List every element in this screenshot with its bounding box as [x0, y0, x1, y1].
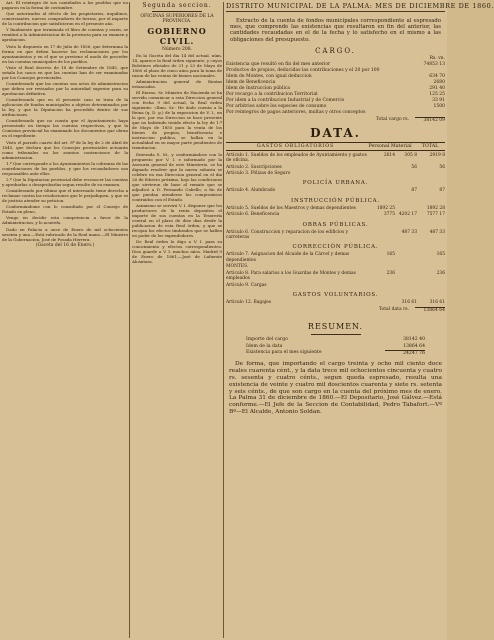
- paragraph: Art. El reintegro de sus cantidades a los pueblos que no pagaron en la forma de costumbre.: [2, 0, 128, 10]
- article-material: 4202 17: [398, 212, 417, 218]
- article-total: [417, 171, 445, 176]
- cargo-row-label: Por arbitrios sobre los especies de consumo: [226, 103, 327, 109]
- article-personal: [373, 230, 395, 241]
- cargo-total-value: 38142 09: [415, 117, 445, 124]
- article-total: 236: [436, 270, 445, 276]
- resumen-total-value: 24247 76: [385, 350, 425, 357]
- column-divider: [129, 2, 130, 638]
- intro-paragraph: Extracto de la cuenta de fondos municipales correspondiente al espresado mes, que comprende las existencias que resultaron en fin del anterior, las cantidades recaudadas en el de la fecha y lo satisfecho en el mismo a las obligaciones del presupuesto.: [230, 18, 441, 43]
- cargo-row-label: Productos de propios, deducidas las contribuciones y el 20 por 100: [226, 67, 380, 73]
- cargo-title: CARGO.: [315, 46, 356, 55]
- data-article-row: [226, 188, 445, 193]
- cargo-row-label: Idem de Instruccion pública: [226, 85, 291, 91]
- divider: [152, 11, 202, 12]
- column-divider: [223, 2, 224, 638]
- article-total: 87: [439, 188, 445, 194]
- article-label: Artículo 8. Para salarios a los Guardas de Montes y demas empleados: [226, 270, 356, 282]
- article-material: 487 33: [401, 229, 417, 235]
- column-left: [2, 0, 128, 640]
- column-middle: [132, 0, 222, 640]
- cargo-row-label: Por recargo a la contribucion Territorial: [226, 91, 318, 97]
- article-total: 7577 17: [426, 212, 445, 218]
- paragraph: Administracion general de Rentas estancadas.: [132, 79, 222, 90]
- data-total-value: 13864 64: [415, 307, 445, 314]
- paragraph: Dado en Palacio a once de Enero de mil ochocientos sesenta y uno.—Está rubricado de la Real mano.—El Ministro de la Gobernacion, José de Posada Herrera.: [2, 226, 128, 242]
- data-header-total: TOTAL: [421, 143, 439, 149]
- section-heading: Segunda seccion.: [142, 2, 212, 9]
- article-material: [395, 264, 417, 269]
- article-material: 87: [411, 188, 417, 194]
- data-section-title: CORRECCIÓN PÚBLICA.: [292, 244, 379, 251]
- paragraph: Que autorizados al efecto de los propietarios, inquilinos, comerciantes, nuevos compradores de tierras, por el importe de la contribucion que satisficieron en el presente año.: [2, 11, 128, 27]
- paragraph: Conformándome con lo consultado por el Consejo de Estado en pleno,: [2, 204, 128, 215]
- data-article-row: [226, 206, 445, 211]
- cargo-row-label: Existencia que resultó en fin del mes anterior: [226, 61, 331, 67]
- resumen-total-label: Existencia para el mes siguiente: [246, 349, 322, 355]
- article-label: Artículo 2. Suscripciones: [226, 164, 282, 170]
- data-article-row: [226, 252, 445, 263]
- data-article-row: [226, 264, 445, 269]
- article-material: 56: [411, 164, 417, 170]
- resumen-total-row: [246, 350, 425, 357]
- article-total: 56: [439, 164, 445, 170]
- masthead: DISTRITO MUNICIPAL DE LA PALMA: MES DE DICIEMBRE DE 1860.: [226, 2, 494, 10]
- article-label: Artículo 1. Sueldos de los empleados de Ayuntamiento y gastos de oficina.: [226, 152, 367, 164]
- article-label: Artículo 6. Construccion y reparacion de los edificios y carreteras: [226, 229, 349, 241]
- data-article-row: [226, 153, 445, 164]
- article-label: Artículo 3. Pólizas de Seguro: [226, 171, 291, 177]
- cargo-row-value: 74853 13: [423, 61, 445, 67]
- resumen-row-value: 38142 40: [403, 337, 425, 343]
- article-label: MONTES.: [226, 264, 249, 270]
- article-material: 305 8: [404, 152, 417, 158]
- paragraph: El Excmo. Sr. Ministro de Hacienda se ha servido comunicar a esta Direccion general con fecha 9 del actual, la Real órden siguiente: «Ilmo. Sr.: He dado cuenta a la Reina (q. D. g.) de la exposicion de V. I., en la que, por esa Direccion se hace presente que no habiendo tenido efecto la ley de 1.º de Mayo de 1855 para la venta de los bienes de propios, beneficencia e instruccion publica, se hallan en la actualidad en su mayor parte pendientes de tramitacion.: [132, 90, 222, 151]
- cargo-row-value: 291 40: [429, 85, 445, 91]
- data-section-title: POLICÍA URBANA.: [302, 180, 369, 187]
- data-article-row: [226, 283, 445, 288]
- article-total: [417, 283, 445, 288]
- article-label: Artículo 12. Bagajes: [226, 299, 272, 305]
- article-total: 2919 8: [429, 152, 445, 158]
- cargo-table: [226, 62, 445, 116]
- divider: [311, 334, 361, 335]
- cargo-row-value: 125 25: [429, 91, 445, 97]
- data-article-row: [226, 171, 445, 176]
- cargo-row-value: 33 91: [432, 97, 445, 103]
- cargo-row-label: Por reintegros de pagos anteriores, multas y otros conceptos: [226, 109, 366, 115]
- article-material: 316 61: [401, 299, 417, 305]
- closing-paragraph: De forma, que importando el cargo treinta y ocho mil ciento doce reales cuarenta cént., y la data trece mil ochocientos cincuenta y cuatro rs. sesenta y cuatro cénts., segun queda espresado, resulta una existencia de veinte y cuatro mil doscientos cuarenta y siete rs. setenta y seis cénts., de que son cargo en la cuenta del próximo mes de enero. La Palma 31 de diciembre de 1860.—El Depositario, José Gálvez.—Está conforme.—El Jefe de la Seccion de Contabilidad, Pedro Tabafort.—Vº Bº—El Alcalde, Antonio Soldan.: [229, 360, 442, 416]
- paragraph: Visto el Real decreto de 18 de Setiembre de 1845, que señala los casos en que las cuentas han de ser examinadas por los Consejos provinciales.: [2, 64, 128, 80]
- cargo-total-row: [226, 117, 445, 124]
- cargo-total-label: Total cargo rs.: [376, 116, 409, 122]
- article-personal: 165: [386, 252, 395, 258]
- article-label: Artículo 5. Sueldos de los Maestros y demas dependientes: [226, 205, 356, 211]
- article-total: 487 33: [429, 229, 445, 235]
- resumen-title: RESUMEN.: [307, 322, 364, 332]
- left-footer: (Gaceta del 16 de Enero.): [35, 242, 95, 248]
- article-total: 165: [436, 252, 445, 258]
- article-personal: [373, 171, 395, 176]
- article-material: [395, 206, 417, 211]
- paragraph: Asimismo se servirá V. I. disponer que los productores de la renta depositen el importe de sus cuentas en la Tesorería central en el plazo de diez dias desde la publicacion de esta Real órden, y que se recojan los efectos timbrados que se hallen en poder de los expendedores.: [132, 202, 222, 238]
- cargo-row-label: Idem de Beneficencia: [226, 79, 276, 85]
- article-material: [395, 283, 417, 288]
- resumen-table: [226, 337, 445, 349]
- data-article-row: [226, 230, 445, 241]
- paragraph: Considerando que las cuentas son actos de administracion que deben ser revisados por la autoridad superior para su aprobacion definitiva.: [2, 80, 128, 96]
- paragraph: En la Gaceta del dia 14 del actual, núm. 14, aparece la Real órden siguiente, y cuyos Boletines oficiales de 21 y 23 de Mayo de 1860 el plazo de cinco años para la toma de razon de las ventas de bienes nacionales.: [132, 53, 222, 78]
- article-total: 316 61: [429, 299, 445, 305]
- cargo-row-value: 634 70: [429, 73, 445, 79]
- cargo-row-label: Idem de Montes, con igual deduccion: [226, 73, 312, 79]
- cargo-row-value: 1500: [433, 103, 445, 109]
- data-total-row: [226, 307, 445, 314]
- article-total: [417, 264, 445, 269]
- cargo-row-label: Por idem a la contribucion Industrial y de Comercio: [226, 97, 345, 103]
- paragraph: Visto lo dispuesto en 17 de Julio de 1856, que determina la forma en que deben hacerse las reclamaciones por los ayuntamientos y en el que se previene el modo de proceder en las cuentas municipales de los pueblos.: [2, 43, 128, 64]
- article-label: Artículo 7. Asignacion del Alcaide de la Cárcel y demas dependientes: [226, 252, 350, 263]
- data-section-title: GASTOS VOLUNTARIOS.: [292, 291, 379, 298]
- article-material: [395, 271, 417, 282]
- number-heading: Número 208.: [161, 47, 193, 52]
- article-personal: 3775: [383, 212, 395, 218]
- cargo-row-value: 2680: [433, 79, 445, 85]
- article-label: Artículo 4. Alumbrado: [226, 188, 276, 194]
- data-section-title: INSTRUCCIÓN PÚBLICA.: [291, 197, 380, 204]
- cargo-row-value: [415, 110, 445, 116]
- paragraph: Visto el parrafo cuarto del art. 8º de la ley de 2 de Abril de 1845, que declara que los Consejos provinciales actuarán como tribunales en los asuntos contenciosos de la administracion.: [2, 139, 128, 160]
- article-total: 1892 28: [426, 205, 445, 211]
- data-header: [226, 142, 445, 151]
- data-section-title: OBRAS PÚBLICAS.: [302, 221, 369, 228]
- paragraph: De Real órden lo digo a V. I. para su conocimiento y efectos correspondientes. Dios guarde a V. I. muchos años. Madrid 9 de Enero de 1861.—José de Lafuente Alcántara.: [132, 238, 222, 264]
- cargo-unit: Rs. vn.: [429, 55, 445, 61]
- data-total-label: Total data rs.: [378, 307, 409, 313]
- article-label: Artículo 9. Cargas: [226, 282, 267, 288]
- data-article-row: [226, 271, 445, 282]
- resumen-row-label: Importe del cargo: [246, 337, 288, 343]
- article-personal: [373, 264, 395, 269]
- paragraph: Vengo en decidir esta competencia a favor de la Administracion, y lo acuerdo.: [2, 215, 128, 226]
- paragraph: Considerando que no consta que el Ayuntamiento haya presentado en tiempo las cuentas respectivas, y que la Comision provincial ha examinado los documentos que obran en el expediente.: [2, 118, 128, 139]
- column-right: [226, 0, 494, 640]
- article-personal: 236: [386, 270, 395, 276]
- article-material: [395, 171, 417, 176]
- data-article-row: [226, 165, 445, 170]
- data-table: [226, 153, 445, 306]
- article-personal: 2614: [383, 152, 395, 158]
- article-personal: [373, 165, 395, 170]
- paragraph: 2.º Que la Diputacion provincial debe reconocer las cuentas y aprobarlas o desaprobarlas segun resulte de su examen.: [2, 176, 128, 187]
- paragraph: Considerando que en el presente caso se trata de la aplicacion de fondos municipales a objetos determinados por la ley, y que la Diputacion ha procedido dentro de sus atribuciones.: [2, 97, 128, 118]
- article-material: [395, 252, 417, 263]
- article-personal: 1892 25: [376, 205, 395, 211]
- left-paragraphs: [2, 0, 128, 242]
- paragraph: Enterada S. M., y conformándose con lo propuesto por V. I. e informado por la Asesoria general de este Ministerio, se ha dignado resolver que la nueva subasta se celebre en esa Direccion general en el dia 26 de febrero próximo, bajo las condiciones que sirvieron de base al remate que se adjudicó a D. Fernando Cabello, a fin de que puedan atenderse los compromisos contraidos con el Estado.: [132, 151, 222, 202]
- office-heading: OFICINAS SUPERIORES DE LA PROVINCIA.: [140, 14, 214, 24]
- paragraph: Y finalmente que terminada el libro de cuentas y razon, se remitirá a la Administracion de la provincia para su examen y aprobacion.: [2, 27, 128, 43]
- paragraph: Considerando por último que el interesado tiene derecho a reclamar contra las resoluciones que le perjudiquen, y que es de justicia atender su peticion.: [2, 188, 128, 204]
- middle-paragraphs: [132, 53, 222, 264]
- data-article-row: [226, 212, 445, 217]
- resumen-row-value: 13864 64: [403, 343, 425, 349]
- article-personal: [373, 188, 395, 193]
- article-personal: [373, 300, 395, 305]
- data-article-row: [226, 300, 445, 305]
- article-label: Artículo 6. Beneficencia: [226, 212, 280, 218]
- cargo-row: [226, 110, 445, 116]
- paragraph: 1.º Que corresponde a los Ayuntamientos la cobranza de las contribuciones de los pueblos, y que los recaudadores son responsables ante ellos.: [2, 160, 128, 176]
- data-title: DATA.: [310, 125, 361, 140]
- gobierno-heading: GOBIERNO CIVIL.: [147, 26, 207, 46]
- data-header-personal: Personal Material: [368, 143, 412, 149]
- resumen-row-label: Idem de la data: [246, 343, 283, 349]
- article-personal: [373, 283, 395, 288]
- data-header-gastos: GASTOS OBLIGATORIOS: [256, 143, 335, 149]
